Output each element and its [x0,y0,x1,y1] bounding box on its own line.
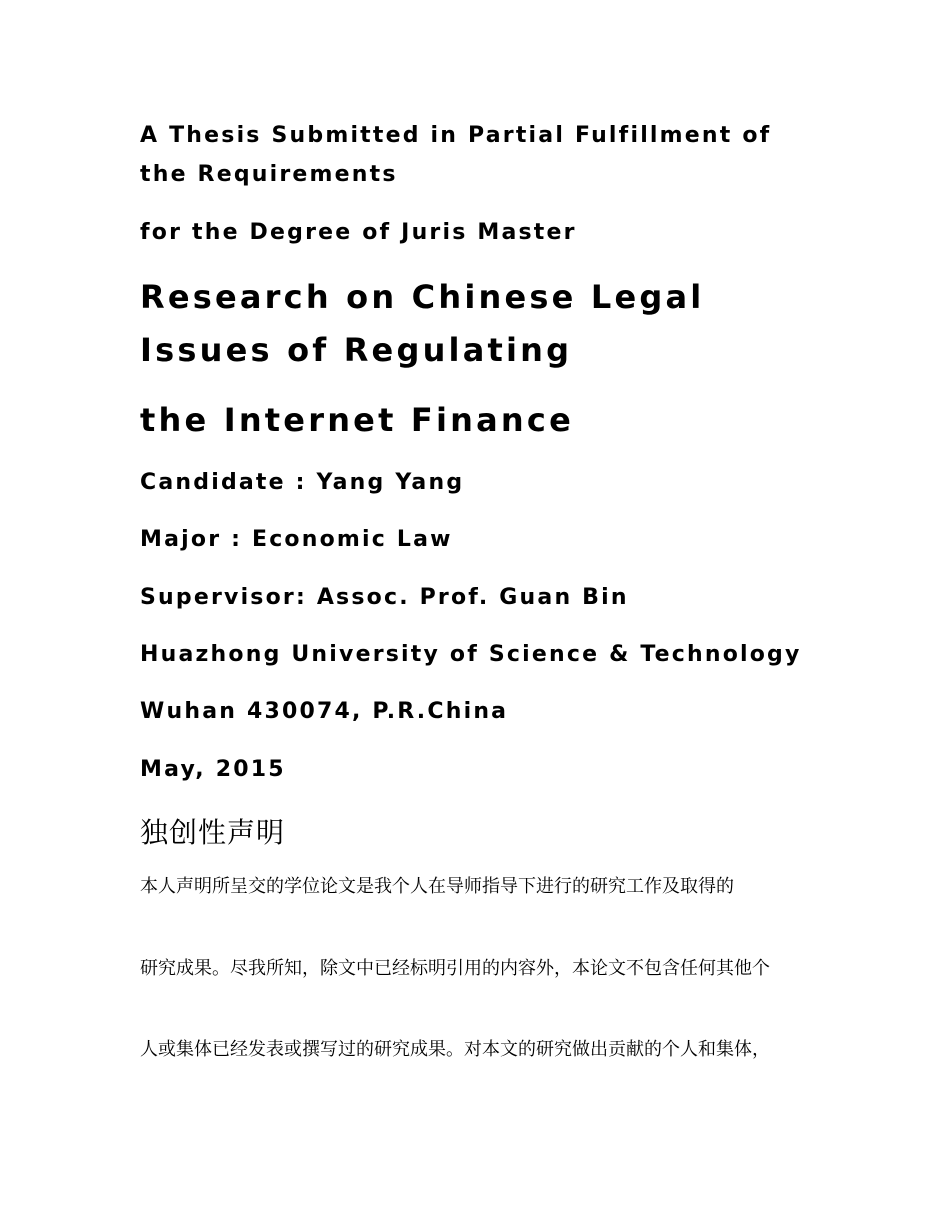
thesis-title: Research on Chinese Legal Issues of Regulating [140,278,705,369]
major-line: Major : Economic Law [140,527,453,552]
degree-statement: for the Degree of Juris Master [140,220,577,245]
declaration-paragraph: 人或集体已经发表或撰写过的研究成果。对本文的研究做出贡献的个人和集体， [140,1039,770,1060]
supervisor-line: Supervisor: Assoc. Prof. Guan Bin [140,585,629,610]
declaration-paragraph: 本人声明所呈交的学位论文是我个人在导师指导下进行的研究工作及取得的 [140,876,734,897]
candidate-line: Candidate : Yang Yang [140,470,465,495]
university-line: Huazhong University of Science & Technology [140,642,802,667]
declaration-paragraph: 研究成果。尽我所知，除文中已经标明引用的内容外，本论文不包含任何其他个 [140,958,770,979]
date-line: May, 2015 [140,757,286,782]
thesis-title-continued: the Internet Finance [140,401,574,439]
declaration-heading: 独创性声明 [140,816,286,849]
location-line: Wuhan 430074, P.R.China [140,699,509,724]
submission-statement: A Thesis Submitted in Partial Fulfillment of the Requirements [140,123,772,187]
